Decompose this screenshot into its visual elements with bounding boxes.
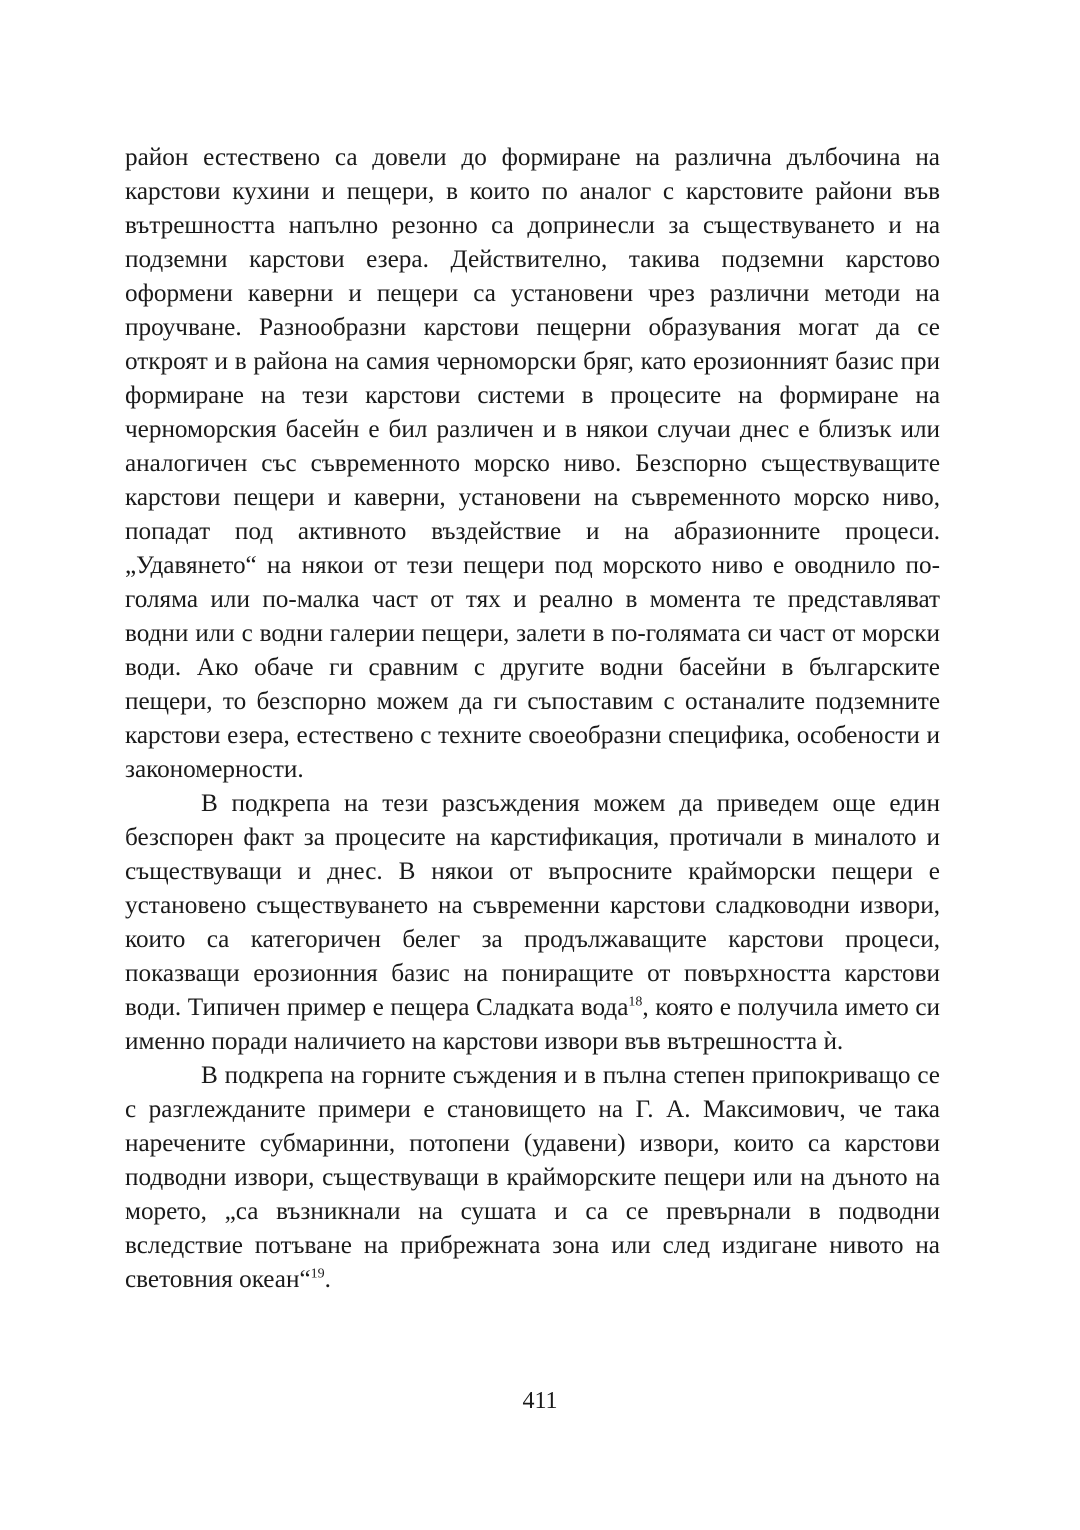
paragraph-2-text: В подкрепа на тези разсъждения можем да приведем още един безспорен факт за процесите на карстификация, протичали в миналото и съществуващи и днес. В някои от въпросните крайморски пещери е установено съществуването на съвременни карстови сладководни извори, които са категоричен белег за продължаващите карстови процеси, показващи ерозионния базис на пониращите от повърхността карстови води. Типичен пример е пещера Сладката вода bbox=[125, 790, 940, 1021]
paragraph-3-text: В подкрепа на горните съждения и в пълна степен припокриващо се с разглежданите примери е становището на Г. А. Максимович, че така наречените субмаринни, потопени (удавени) извори, които са карстови подводни извори, съществуващи в крайморските пещери или на дъното на морето, „са възникнали на сушата и са се превърнали в подводни вследствие потъване на прибрежната зона или след издигане нивото на световния океан“ bbox=[125, 1062, 940, 1293]
paragraph-1 bbox=[125, 141, 940, 787]
footnote-ref-18[interactable]: 18 bbox=[628, 994, 643, 1010]
footnote-ref-19[interactable]: 19 bbox=[310, 1266, 325, 1282]
paragraph-2 bbox=[125, 787, 940, 1059]
page-body bbox=[125, 141, 940, 1297]
page-number: 411 bbox=[522, 1388, 558, 1414]
paragraph-3-text-after: . bbox=[324, 1266, 331, 1293]
paragraph-1-text: район естествено са довели до формиране на различна дълбочина на карстови кухини и пещери, в които по аналог с карстовите райони във вътрешността напълно резонно са допринесли за съществуването и на подземни карстови езера. Действително, такива подземни карстово оформени каверни и пещери са установени чрез различни методи на проучване. Разнообразни карстови пещерни образувания могат да се откроят и в района на самия черноморски бряг, като ерозионният базис при формиране на тези карстови системи в процесите на формиране на черноморския басейн е бил различен и в някои случаи днес е близък или аналогичен със съвременното морско ниво. Безспорно съществуващите карстови пещери и каверни, установени на съвременното морско ниво, попадат под активното въздействие и на абразионните процеси. „Удавянето“ на някои от тези пещери под морското ниво е оводнило по-голяма или по-малка част от тях и реално в момента те представляват водни или с водни галерии пещери, залети в по-голямата си част от морски води. Ако обаче ги сравним с другите водни басейни в българските пещери, то безспорно можем да ги съпоставим с останалите подземните карстови езера, естествено с техните своеобразни специфика, особености и закономерности. bbox=[125, 144, 940, 783]
paragraph-2-text-after: , която е получила името си именно поради наличието на карстови извори във вътрешността ѝ. bbox=[125, 994, 940, 1055]
paragraph-3 bbox=[125, 1059, 940, 1297]
